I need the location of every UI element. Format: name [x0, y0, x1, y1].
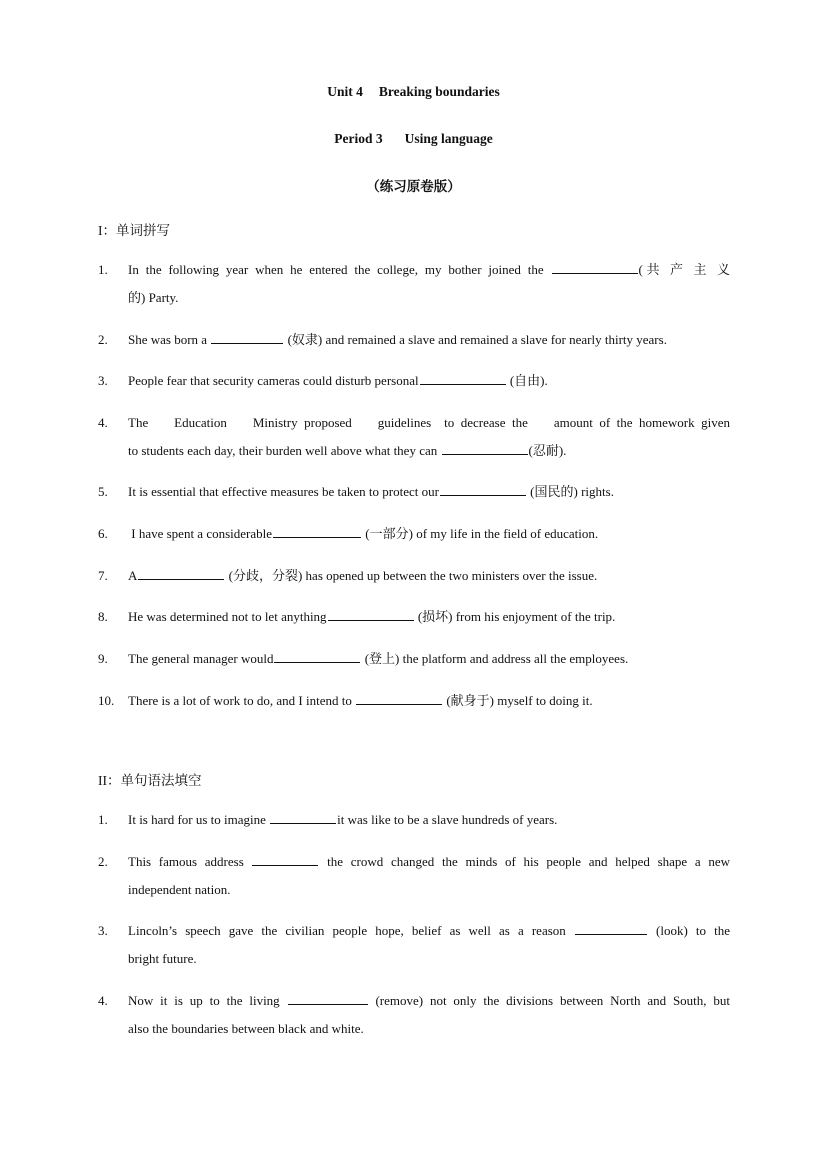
s2-item-4 [98, 987, 730, 1043]
item-number: 1. [98, 812, 108, 827]
s1-item-10 [98, 687, 730, 715]
unit-label: Unit 4 [327, 84, 363, 99]
item-number: 8. [98, 609, 108, 624]
answer-blank[interactable] [288, 990, 368, 1005]
item-text-post: the crowd changed the minds of his people and helped shape a new [327, 854, 730, 869]
item-text-pre: It is essential that effective measures be taken to protect our [128, 484, 439, 499]
period-title [0, 131, 827, 147]
item-number: 7. [98, 568, 108, 583]
s1-item-4 [98, 409, 730, 465]
item-text-post: (remove) not only the divisions between North and South, but [375, 993, 731, 1008]
answer-blank[interactable] [138, 565, 224, 580]
item-text-post: (奴隶) and remained a slave and remained a slave for nearly thirty years. [287, 332, 667, 347]
item-number: 2. [98, 854, 108, 869]
item-text-post: (损坏) from his enjoyment of the trip. [417, 609, 616, 624]
s1-item-6 [98, 520, 730, 548]
item-text-pre: She was born a [128, 332, 208, 347]
item-text-pre: People fear that security cameras could disturb personal [128, 373, 419, 388]
unit-name: Breaking boundaries [378, 84, 500, 99]
s1-item-9 [98, 645, 730, 673]
item-number: 3. [98, 923, 108, 938]
answer-blank[interactable] [552, 259, 638, 274]
answer-blank[interactable] [440, 481, 526, 496]
answer-blank[interactable] [575, 920, 647, 935]
s1-item-7 [98, 562, 730, 590]
period-name: Using language [404, 131, 493, 146]
s1-item-5 [98, 478, 730, 506]
s1-item-1 [98, 256, 730, 312]
item-text [128, 367, 730, 395]
item-text-post: (国民的) rights. [530, 484, 614, 499]
answer-blank[interactable] [252, 851, 318, 866]
answer-blank[interactable] [274, 648, 360, 663]
item-text [128, 848, 730, 876]
item-text [128, 478, 730, 506]
answer-blank[interactable] [270, 809, 336, 824]
item-text-pre: to students each day, their burden well above what they can [128, 443, 438, 458]
s2-item-3 [98, 917, 730, 973]
item-text-post: (献身于) myself to doing it. [446, 693, 593, 708]
item-text-pre: I have spent a considerable [128, 526, 273, 541]
item-text-post: it was like to be a slave hundreds of years. [337, 812, 558, 827]
item-number: 6. [98, 526, 108, 541]
item-text-pre: In the following year when he entered the college, my bother joined the [128, 262, 544, 277]
item-text-pre: There is a lot of work to do, and I intend to [128, 693, 352, 708]
item-text-line2: also the boundaries between black and white. [128, 1021, 364, 1036]
item-text-post: (一部分) of my life in the field of education. [365, 526, 599, 541]
answer-blank[interactable] [356, 690, 442, 705]
item-text [128, 520, 730, 548]
item-text-post: (自由). [509, 373, 548, 388]
item-text-pre: This famous address [128, 854, 244, 869]
subtitle: （练习原卷版） [366, 179, 461, 194]
s2-item-2 [98, 848, 730, 904]
item-number: 4. [98, 415, 108, 430]
item-text-pre: A [128, 568, 138, 583]
unit-title [0, 84, 827, 100]
item-number: 9. [98, 651, 108, 666]
item-text-line2 [128, 437, 730, 465]
item-text-pre: Now it is up to the living [128, 993, 280, 1008]
item-text [128, 603, 730, 631]
answer-blank[interactable] [273, 523, 361, 538]
item-text [128, 645, 730, 673]
item-text-line2: 的) Party. [128, 290, 179, 305]
item-number: 2. [98, 332, 108, 347]
item-text-post: (分歧，分裂) has opened up between the two ministers over the issue. [228, 568, 598, 583]
answer-blank[interactable] [442, 440, 528, 455]
item-number: 5. [98, 484, 108, 499]
item-text-pre: The general manager would [128, 651, 274, 666]
item-text-post: (look) to the [656, 923, 731, 938]
answer-blank[interactable] [328, 606, 414, 621]
s1-item-8 [98, 603, 730, 631]
item-text-pre: Lincoln’s speech gave the civilian people hope, belief as well as a reason [128, 923, 566, 938]
item-number: 10. [98, 693, 115, 708]
item-text-post: (共 产 主 义 [638, 262, 730, 277]
item-text-line2: independent nation. [128, 882, 231, 897]
item-text [128, 326, 730, 354]
period-label: Period 3 [334, 131, 383, 146]
s1-item-3 [98, 367, 730, 395]
section-2-title: II：单句语法填空 [98, 773, 202, 788]
item-text-pre: He was determined not to let anything [128, 609, 327, 624]
item-text [128, 562, 730, 590]
item-text [128, 987, 730, 1015]
item-text [128, 687, 730, 715]
s1-item-2 [98, 326, 730, 354]
answer-blank[interactable] [211, 329, 283, 344]
item-number: 4. [98, 993, 108, 1008]
s2-item-1 [98, 806, 730, 834]
item-number: 3. [98, 373, 108, 388]
answer-blank[interactable] [420, 370, 506, 385]
item-text-post: (忍耐). [528, 443, 567, 458]
section-1-title: I：单词拼写 [98, 223, 170, 238]
item-text [128, 806, 730, 834]
item-text: The Education Ministry proposed guidelines to decrease the amount of the homework given [128, 415, 730, 430]
item-number: 1. [98, 262, 108, 277]
item-text [128, 256, 730, 284]
item-text-line2: bright future. [128, 951, 197, 966]
item-text-post: (登上) the platform and address all the employees. [364, 651, 629, 666]
item-text [128, 917, 730, 945]
item-text-pre: It is hard for us to imagine [128, 812, 266, 827]
